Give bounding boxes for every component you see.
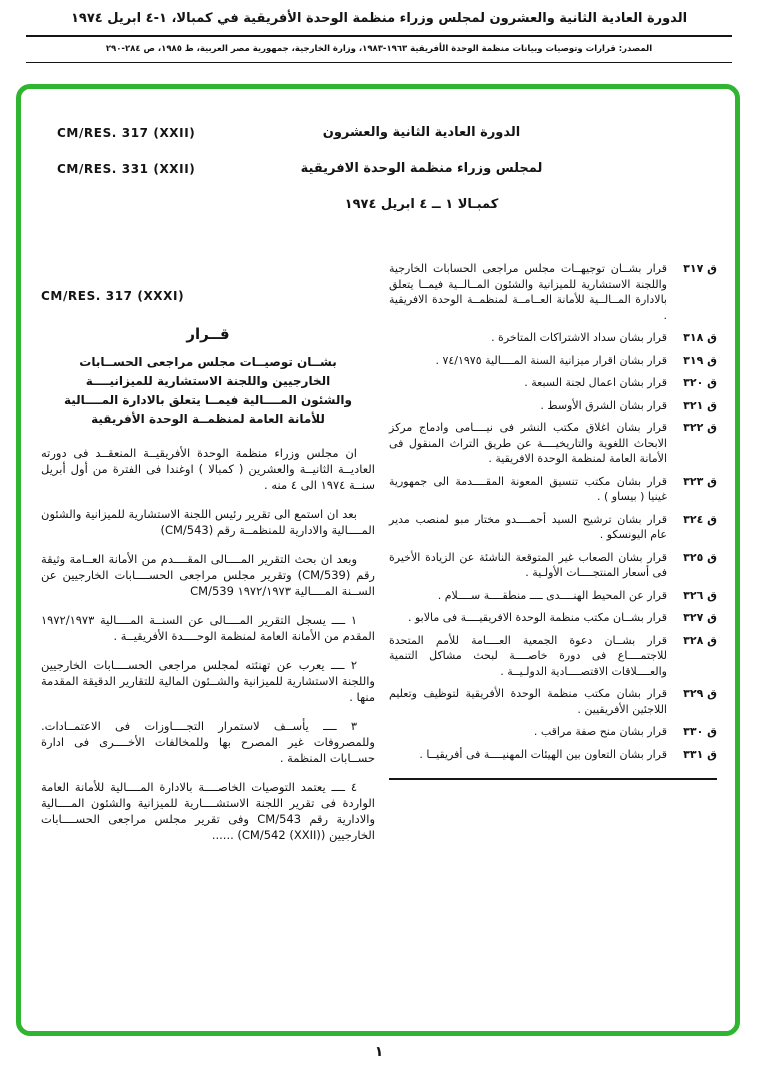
session-heading-line: لمجلس وزراء منظمة الوحدة الافريقية: [300, 161, 543, 176]
resolution-number: ق ٣١٧: [683, 262, 717, 275]
resolution-title-text: قرار بشــان دعوة الجمعية العــــامة للأمم المتحدة للاجتمــــاع فى دورة خاصــــة لبحث مشاكل التنمية والعــــلاقات الاقتصــــادية الدولـيــة .: [389, 633, 667, 678]
resolution-number: ق ٣٢٢: [683, 421, 717, 434]
page-number: ١: [374, 1044, 384, 1060]
index-item: [389, 353, 717, 369]
resolution-title-text: قرار بشان ترشيح السيد أحمــــدو مختار مبو لمنصب مدير عام اليونسكو .: [389, 512, 667, 541]
resolution-title-text: قرار بشان التعاون بين الهيئات المهنيــــة فى أفريقيــا .: [419, 747, 667, 761]
resolution-number: ق ٣١٩: [683, 353, 717, 367]
scan-header: [0, 0, 758, 63]
scan-header-title: الدورة العادية الثانية والعشرون لمجلس وزراء منظمة الوحدة الأفريقية في كمبالا، ١-٤ ابريل ١٩٧٤: [70, 11, 688, 26]
resolution-subtitle-line: بشــان توصيــات مجلس مراجعى الحســابات: [79, 355, 337, 369]
session-heading-line: الدورة العادية الثانية والعشرون: [322, 125, 521, 140]
resolution-title-text: قرار بشان اغلاق مكتب النشر فى نيــــامى وادماج مركز الابحاث اللغوية والتاريخيــــة عن طريق التراث المنقول فى الأمانة العامة لمنظمة الوحدة الافريقية .: [389, 421, 667, 465]
resolution-number: ق ٣٢٥: [683, 550, 717, 564]
index-item: [389, 261, 717, 323]
resolution-word-title: قــرار: [186, 325, 230, 343]
resolution-title-text: قرار بشــان توجيهــات مجلس مراجعى الحسابات الخارجية واللجنة الاستشارية للميزانية والشئون المــالــية فيمــا يتعلق بالادارة المــالــية للأمانة العــامــة لمنظمــة الوحدة الافريقية .: [389, 262, 667, 322]
index-item: [389, 330, 717, 346]
resolution-paragraph: ان مجلس وزراء منظمة الوحدة الأفريقيــة المنعقــد فى دورته العاديــة الثانيــة والعشرين ( كمبالا ) اوغندا فى الفترة من أول أبريل سنــة ١٩٧٤ الى ٤ منه .: [41, 446, 375, 492]
frame-header: [41, 115, 717, 223]
resolution-number: ق ٣٢٦: [683, 588, 717, 602]
index-item: [389, 610, 717, 626]
session-heading: [246, 115, 597, 223]
resolution-number: ق ٣٢٤: [683, 512, 717, 526]
header-divider-bottom: [26, 62, 732, 64]
resolution-number: ق ٣٢٩: [683, 687, 717, 700]
resolution-title-text: قرار بشان اعمال لجنة السبعة .: [524, 376, 667, 389]
resolution-number: ق ٣٣١: [683, 747, 717, 761]
resolution-number: ق ٣٢١: [683, 398, 717, 412]
resolution-paragraph: ٢ ــــ يعرب عن تهنئته لمجلس مراجعى الحســــابات الخارجيين واللجنة الاستشارية للميزانية والشــئون المالية للتقارير الدقيقة المقدمة منها .: [41, 658, 375, 704]
index-item: [389, 375, 717, 391]
index-item: [389, 686, 717, 717]
resolution-title-text: قرار بشان مكتب منظمة الوحدة الأفريقية لتوظيف وتعليم اللاجئين الأفريقيين .: [389, 687, 667, 716]
resolution-body-ref: CM/RES. 317 (XXXI): [41, 289, 185, 303]
resolution-number: ق ٣٢٧: [683, 611, 717, 624]
resolution-title-text: قرار بشان سداد الاشتراكات المتاخرة .: [491, 331, 667, 344]
index-item: [389, 747, 717, 763]
content-columns: [41, 261, 717, 856]
resolution-ref-317: CM/RES. 317 (XXII): [57, 126, 196, 140]
session-heading-line: كمبـالا ١ ــ ٤ ابريل ١٩٧٤: [344, 197, 499, 212]
scan-header-source: المصدر: قرارات وتوصيات وبيانات منظمة الوحدة الأفريقية ١٩٦٣-١٩٨٣، وزارة الخارجية، جمهورية مصر العربية، ط ١٩٨٥، ص ٢٨٤-٢٩٠: [105, 43, 653, 54]
resolution-paragraph: وبعد ان بحث التقرير المــــالى المقــــدم من الأمانة العــامة وثيقة رقم (CM/539) وتقرير مجلس مراجعى الحســــابات الخارجيين عن الســنة المــــالية ١٩٧٢/١٩٧٣ CM/539: [41, 552, 375, 598]
resolution-title-text: قرار عن المحيط الهنــــدى ــــ منطقــــة ســــلام .: [437, 588, 667, 602]
resolution-title-text: قرار بشان الشرق الأوسط .: [540, 398, 667, 412]
resolution-paragraph: ٣ ــــ يأســف لاستمرار التجــــاوزات فى الاعتمــادات. وللمصروفات غير المصرح بها وللمخالفات الأخــــرى فى ادارة حســابات المنظمة .: [41, 719, 375, 765]
resolution-title-text: قرار بشان الصعاب غير المتوقعة الناشئة عن الزيادة الأخيرة فى أسعار المنتجــــات الأولـية .: [389, 550, 667, 579]
document-frame: [16, 84, 740, 1036]
resolution-title-text: قرار بشــان مكتب منظمة الوحدة الافريقيــــة فى مالابو .: [408, 611, 667, 624]
resolution-subtitle-line: والشئون المــــالية فيمــا يتعلق بالادارة المــــالية: [64, 393, 352, 407]
resolution-number: ق ٣٢٠: [683, 376, 717, 389]
index-item: [389, 512, 717, 543]
resolution-number: ق ٣٢٨: [683, 633, 717, 647]
resolution-subtitle: [41, 353, 375, 429]
index-item: [389, 474, 717, 505]
resolution-number: ق ٣٢٣: [683, 474, 717, 488]
index-item: [389, 588, 717, 604]
resolution-title-text: قرار بشان اقرار ميزانية السنة المــــالية ٧٤/١٩٧٥ .: [435, 353, 667, 367]
index-item: [389, 724, 717, 740]
resolutions-index: [389, 261, 717, 856]
index-item: [389, 420, 717, 467]
resolution-paragraph: ٤ ــــ يعتمد التوصيات الخاصــــة بالادارة المــــالية للأمانة العامة الواردة فى تقرير اللجنة الاستشــــارية للميزانية والشئون المــــالية والادارية رقم CM/543 وفى تقرير مجلس مراجعى الحســــابات الخارجيين (CM/542 (XXII)) ......: [41, 780, 376, 842]
resolution-subtitle-line: الخارجيين واللجنة الاستشارية للميزانيــــة: [85, 374, 331, 388]
resolution-number: ق ٣٣٠: [683, 725, 717, 738]
index-item: [389, 398, 717, 414]
resolution-title-text: قرار بشان مكتب تنسيق المعونة المقــــدمة الى جمهورية غينيا ( بيساو ) .: [389, 474, 667, 503]
resolution-body: [41, 289, 375, 856]
resolution-refs: [41, 115, 246, 187]
header-divider-top: [26, 35, 732, 37]
index-item: [389, 633, 717, 680]
resolution-ref-331: CM/RES. 331 (XXII): [57, 162, 196, 176]
resolution-subtitle-line: للأمانة العامة لمنظمــة الوحدة الأفريقية: [91, 412, 325, 426]
index-item: [389, 550, 717, 581]
resolution-paragraph: بعد ان استمع الى تقرير رئيس اللجنة الاستشارية للميزانية والشئون المــــالية والادارية للمنظمــة رقم (CM/543): [41, 507, 375, 537]
resolution-paragraph: ١ ــــ يسجل التقرير المــــالى عن السنــة المــــالية ١٩٧٢/١٩٧٣ المقدم من الأمانة العامة لمنظمة الوحــــدة الأفريقيــة .: [41, 613, 375, 643]
index-bottom-rule: [389, 778, 717, 780]
resolution-number: ق ٣١٨: [683, 331, 717, 344]
resolution-title-text: قرار بشان منح صفة مراقب .: [533, 725, 667, 738]
